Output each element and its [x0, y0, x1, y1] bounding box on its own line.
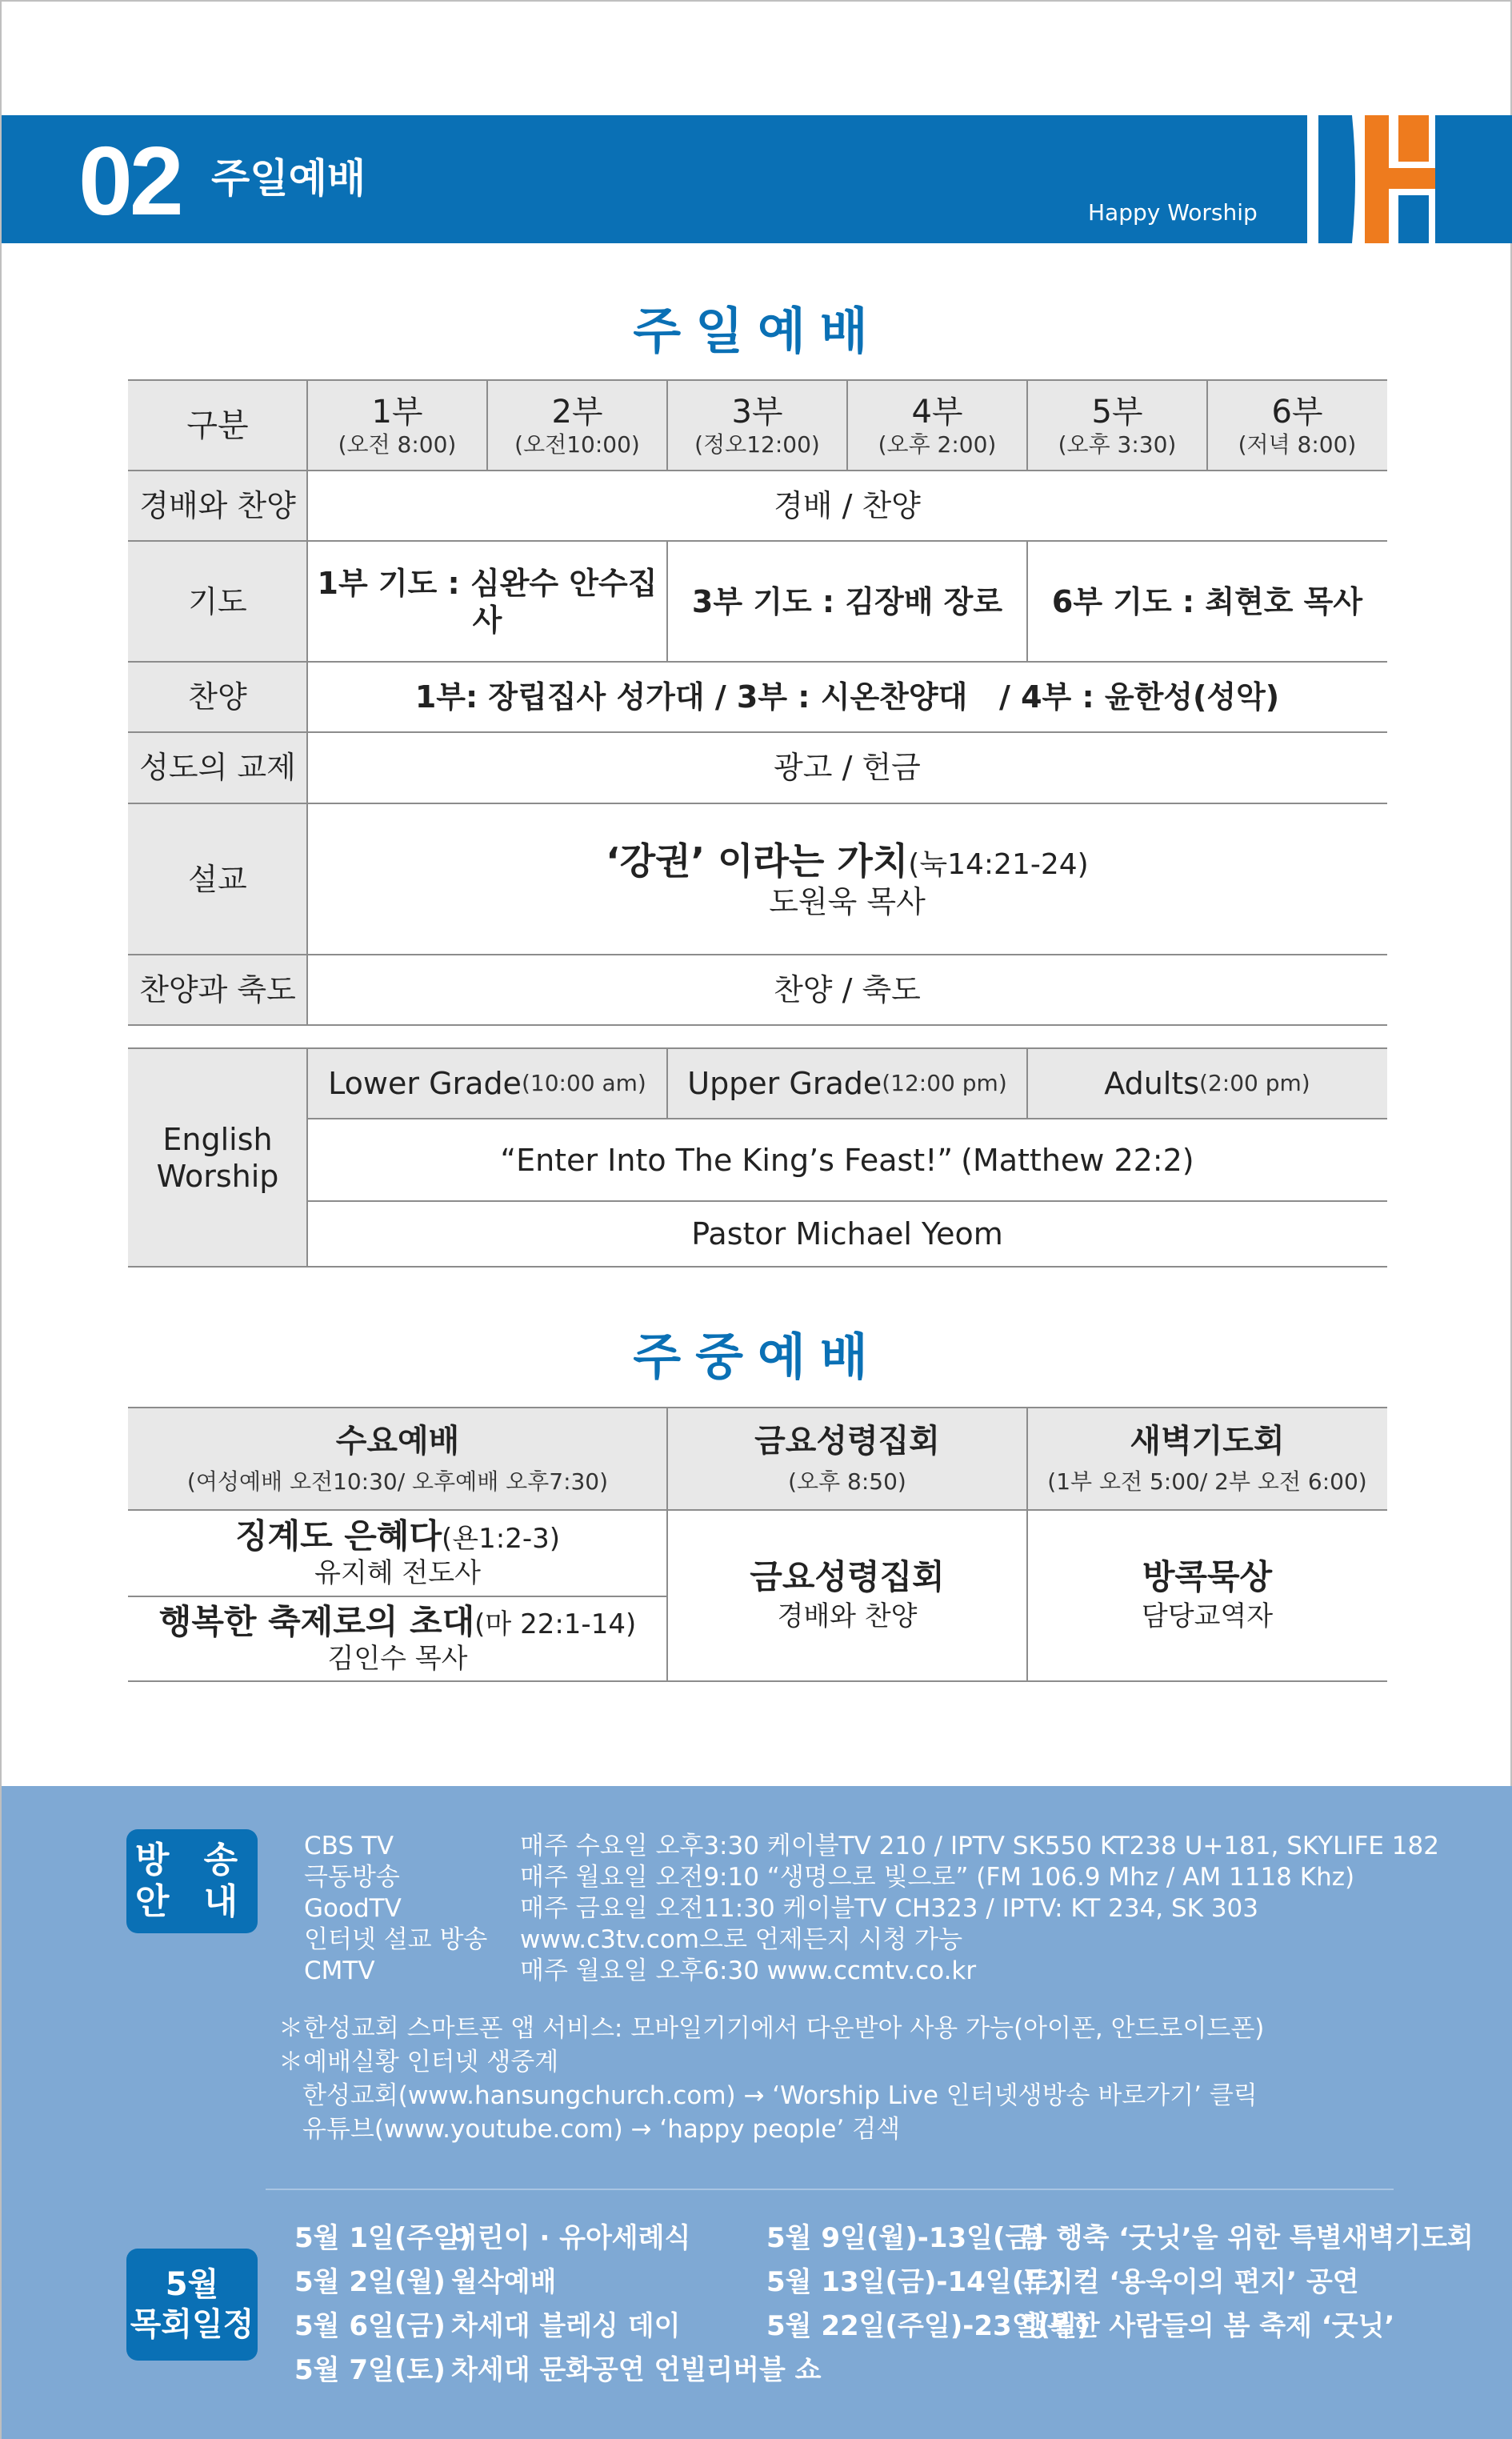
schedule-event: 어린이 · 유아세례식	[451, 2222, 691, 2254]
english-sermon	[307, 1119, 1387, 1201]
friday-title: 금요성령집회	[750, 1557, 945, 1596]
sermon-preacher: 김인수 목사	[327, 1643, 468, 1675]
service-5	[1027, 381, 1207, 471]
sermon-preacher: 도원욱 목사	[769, 883, 926, 919]
service-time: (저녁 8:00)	[1238, 431, 1357, 458]
column-name: 수요예배	[335, 1423, 460, 1460]
broadcast-info: 매주 수요일 오후3:30 케이블TV 210 / IPTV SK550 KT238 U+181, SKYLIFE 182	[520, 1832, 1439, 1860]
prayer-1: 1부 기도 : 심완수 안수집사	[317, 565, 658, 638]
badge-line: 방 송	[134, 1840, 250, 1880]
schedule-date: 5월 2일(월)	[294, 2266, 446, 2298]
service-time: (오전10:00)	[514, 431, 640, 458]
worship-value: 경배 / 찬양	[774, 488, 921, 523]
broadcast-info: 매주 월요일 오전9:10 “생명으로 빛으로” (FM 106.9 Mhz / AM 1118 Khz)	[520, 1863, 1355, 1892]
english-sermon-title: “Enter Into The King’s Feast!”	[500, 1142, 954, 1178]
sermon-ref: (마 22:1-14)	[474, 1608, 637, 1640]
service-name: 4부	[911, 394, 963, 431]
grade-name: Lower Grade	[328, 1066, 522, 1101]
service-time: (정오12:00)	[694, 431, 820, 458]
service-6	[1207, 381, 1387, 471]
sermon-cell	[307, 803, 1387, 955]
grade-name: Adults	[1104, 1066, 1200, 1101]
schedule-event: 뮤지컬 ‘용욱이의 편지’ 공연	[1021, 2266, 1359, 2298]
english-sermon-ref: (Matthew 22:2)	[961, 1142, 1194, 1178]
header-label: 구분	[186, 407, 249, 444]
broadcast-channel: GoodTV	[304, 1894, 402, 1923]
schedule-event: 봄 행축 ‘굿닛’을 위한 특별새벽기도회	[1021, 2222, 1474, 2254]
column-name: 금요성령집회	[754, 1423, 940, 1460]
praise-label: 찬양	[188, 679, 247, 715]
prayer-3: 3부 기도 : 김장배 장로	[691, 583, 1003, 619]
column-time: (여성예배 오전10:30/ 오후예배 오후7:30)	[186, 1468, 609, 1495]
schedule-date: 5월 13일(금)-14일(토)	[766, 2266, 1063, 2298]
column-name: 새벽기도회	[1130, 1423, 1285, 1460]
column-time: (오후 8:50)	[788, 1468, 906, 1495]
english-label	[128, 1048, 307, 1267]
broadcast-channel: CMTV	[304, 1956, 375, 1985]
grade-time: (10:00 am)	[521, 1070, 646, 1096]
divider	[266, 2189, 1394, 2190]
sermon-title: 행복한 축제로의 초대	[158, 1602, 475, 1641]
friday-sub: 경배와 찬양	[777, 1600, 918, 1632]
schedule-date: 5월 22일(주일)-23일(월)	[766, 2310, 1090, 2342]
dawn-title: 방콕묵상	[1142, 1557, 1273, 1596]
column-time: (1부 오전 5:00/ 2부 오전 6:00)	[1047, 1468, 1367, 1495]
service-time: (오후 3:30)	[1058, 431, 1177, 458]
praise-value: 1부: 장립집사 성가대 / 3부 : 시온찬양대 / 4부 : 윤한성(성악)	[414, 679, 1280, 715]
church-logo	[1278, 115, 1454, 243]
broadcast-channel: 인터넷 설교 방송	[304, 1925, 488, 1954]
sunday-worship-title: 주일예배	[633, 302, 882, 360]
schedule-date: 5월 1일(주일)	[294, 2222, 472, 2254]
service-name: 1부	[371, 394, 423, 431]
grade-lower	[307, 1048, 667, 1119]
broadcast-info: www.c3tv.com으로 언제든지 시청 가능	[520, 1925, 963, 1954]
badge-line: 목회일정	[130, 2306, 254, 2343]
broadcast-note: ＊예배실황 인터넷 생중계	[278, 2048, 559, 2077]
broadcast-channel: CBS TV	[304, 1832, 394, 1860]
fellowship-value: 광고 / 헌금	[774, 750, 921, 785]
schedule-event: 월삭예배	[451, 2266, 557, 2298]
blessing-value: 찬양 / 축도	[774, 972, 921, 1007]
schedule-event: 차세대 문화공연 언빌리버블 쇼	[451, 2354, 822, 2386]
friday-body	[667, 1511, 1027, 1680]
service-2	[487, 381, 667, 471]
english-label-line2: Worship	[156, 1158, 279, 1194]
schedule-event: 차세대 블레싱 데이	[451, 2310, 681, 2342]
grade-time: (2:00 pm)	[1199, 1070, 1310, 1096]
service-time: (오후 2:00)	[878, 431, 997, 458]
schedule-date: 5월 7일(토)	[294, 2354, 446, 2386]
section-title: 주일예배	[211, 155, 366, 202]
sermon-preacher: 유지혜 전도사	[314, 1557, 481, 1589]
schedule-badge	[126, 2249, 258, 2361]
service-name: 2부	[551, 394, 603, 431]
service-name: 5부	[1091, 394, 1143, 431]
badge-line: 5월	[165, 2266, 219, 2303]
wednesday-sermon-2	[128, 1597, 667, 1680]
english-label-line1: English	[162, 1121, 273, 1157]
blessing-label: 찬양과 축도	[139, 972, 296, 1007]
service-4	[847, 381, 1027, 471]
wednesday-header	[128, 1408, 667, 1509]
broadcast-info: 매주 월요일 오후6:30 www.ccmtv.co.kr	[520, 1956, 977, 1985]
english-preacher: Pastor Michael Yeom	[691, 1216, 1003, 1252]
schedule-date: 5월 6일(금)	[294, 2310, 446, 2342]
service-time: (오전 8:00)	[338, 431, 457, 458]
friday-header	[667, 1408, 1027, 1509]
dawn-body	[1027, 1511, 1387, 1680]
dawn-header	[1027, 1408, 1387, 1509]
service-3	[667, 381, 847, 471]
header-subtitle: Happy Worship	[1088, 199, 1258, 226]
broadcast-info: 매주 금요일 오전11:30 케이블TV CH323 / IPTV: KT 234, SK 303	[520, 1894, 1259, 1923]
broadcast-note: 유튜브(www.youtube.com) → ‘happy people’ 검색	[302, 2115, 901, 2144]
schedule-date: 5월 9일(월)-13일(금)	[766, 2222, 1044, 2254]
grade-name: Upper Grade	[687, 1066, 882, 1101]
fellowship-label: 성도의 교제	[139, 750, 296, 785]
weekday-worship-title: 주중예배	[633, 1328, 882, 1386]
wednesday-sermon-1	[128, 1511, 667, 1596]
grade-time: (12:00 pm)	[882, 1070, 1007, 1096]
section-number: 02	[78, 126, 181, 235]
grade-adults	[1027, 1048, 1387, 1119]
sermon-title: ‘강권’ 이라는 가치	[606, 839, 909, 883]
broadcast-note: ＊한성교회 스마트폰 앱 서비스: 모바일기기에서 다운받아 사용 가능(아이폰, 안드로이드폰)	[278, 2014, 1265, 2043]
schedule-event: 행복한 사람들의 봄 축제 ‘굿닛’	[1021, 2310, 1395, 2342]
logo-mark	[1278, 115, 1454, 243]
broadcast-channel: 극동방송	[304, 1863, 400, 1892]
prayer-label: 기도	[188, 583, 247, 619]
dawn-sub: 담당교역자	[1141, 1600, 1274, 1632]
grade-upper	[667, 1048, 1027, 1119]
badge-line: 안 내	[134, 1881, 250, 1922]
prayer-6: 6부 기도 : 최현호 목사	[1051, 583, 1363, 619]
sermon-label: 설교	[188, 861, 247, 897]
sermon-ref: (욘1:2-3)	[442, 1523, 561, 1555]
service-1	[307, 381, 487, 471]
worship-label: 경배와 찬양	[139, 488, 296, 523]
sermon-ref: (눅14:21-24)	[908, 847, 1089, 881]
sermon-title: 징계도 은혜다	[234, 1516, 442, 1556]
service-name: 3부	[731, 394, 783, 431]
service-name: 6부	[1271, 394, 1323, 431]
broadcast-note: 한성교회(www.hansungchurch.com) → ‘Worship Live 인터넷생방송 바로가기’ 클릭	[302, 2081, 1258, 2110]
broadcast-badge	[126, 1829, 258, 1933]
